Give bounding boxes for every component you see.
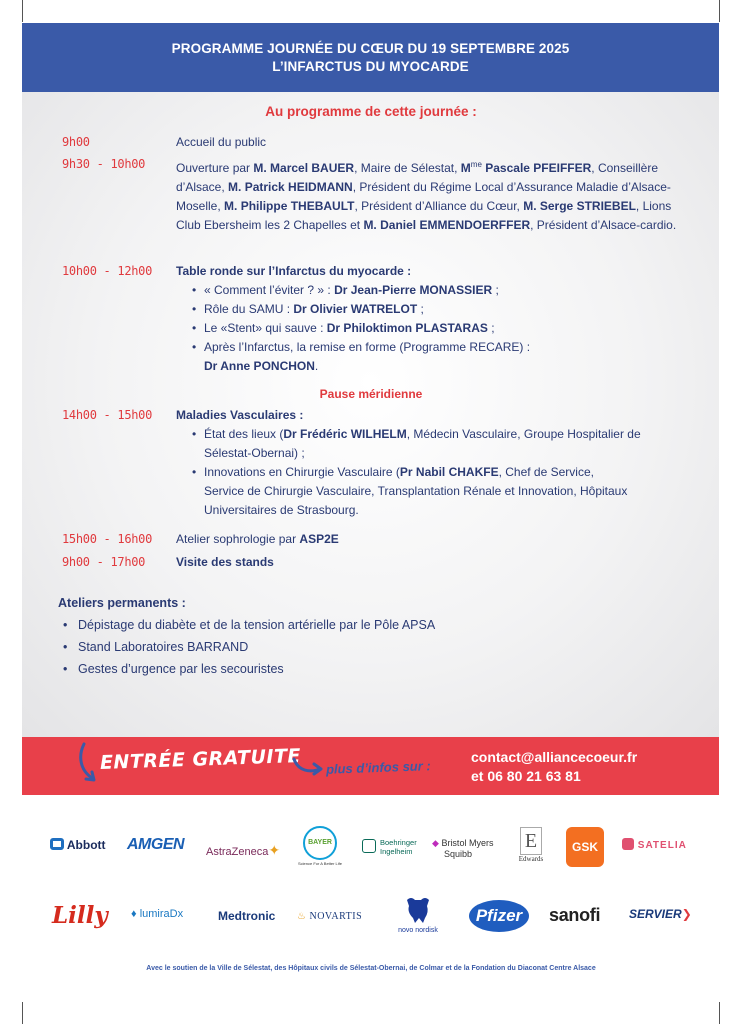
page-header [22,23,719,92]
logo-novonordisk: novo nordisk [393,896,443,934]
bayer-tagline: Science For A Better Life [297,861,343,866]
logo-medtronic: Medtronic [218,909,276,923]
schedule-desc [176,133,688,152]
plus-infos-label: plus d’infos sur : [325,758,431,777]
crop-mark [22,1002,23,1024]
schedule-desc [176,262,688,376]
contact-email[interactable]: contact@alliancecoeur.fr [471,749,638,765]
speaker-sup: me [470,160,482,169]
edwards-icon: E [520,827,542,855]
session-title: Maladies Vasculaires : [176,408,304,422]
servier-icon: ❯ [681,907,692,921]
list-item: • Le «Stent» qui sauve : Dr Philoktimon PLASTARAS ; [176,319,688,338]
novartis-icon: ♨ [297,911,307,922]
ateliers-title: Ateliers permanents : [58,596,186,610]
ateliers-section [58,594,698,680]
footer-credits: Avec le soutien de la Ville de Sélestat, des Hôpitaux civils de Sélestat-Obernai, de Colmar et de la Fondation du Diaconat Centre Alsace [146,965,596,972]
text: , Président d’Alsace-cardio. [530,218,677,232]
astrazeneca-icon: ✦ [268,842,281,858]
text: , Président du Régime Local d’Assurance Maladie d’Alsace-Moselle, [176,180,671,213]
schedule-time: 9h30 - 10h00 [62,157,146,171]
crop-mark [719,0,720,22]
abbott-icon [50,838,64,850]
logo-bayer [288,826,352,866]
speaker: Pascale PFEIFFER [481,161,592,175]
list-item: • État des lieux (Dr Frédéric WILHELM, Médecin Vasculaire, Groupe Hospitalier de Sélestat-Obernai) ; [176,425,688,463]
logo-abbott: Abbott [50,838,106,852]
speaker: M. Philippe THEBAULT [224,199,355,213]
pause-label: Pause méridienne [319,387,423,401]
entree-gratuite: ENTRÉE GRATUITE [99,744,302,774]
bayer-cross-icon: BAYER [303,826,337,860]
logo-sanofi: sanofi [549,905,601,925]
list-item: • Gestes d’urgence par les secouristes [58,658,698,680]
schedule-time: 14h00 - 15h00 [62,408,153,422]
list-item: • Dépistage du diabète et de la tension artérielle par le Pôle APSA [58,614,698,636]
header-title: PROGRAMME JOURNÉE DU CŒUR DU 19 SEPTEMBRE 2025 [171,41,570,56]
text: Ouverture par [176,161,254,175]
speaker: M. Marcel BAUER [253,161,355,175]
text: , Président d’Alliance du Cœur, [354,199,524,213]
logo-astrazeneca: AstraZeneca✦ [206,842,281,858]
arrow-right-icon [292,755,326,777]
lumiradx-icon: ♦ [131,908,137,920]
arrow-icon [76,742,102,786]
program-subtitle: Au programme de cette journée : [265,104,477,119]
session-title: Table ronde sur l’Infarctus du myocarde : [176,264,412,278]
satelia-icon [622,838,634,850]
crop-mark [719,1002,720,1024]
logo-lumiradx: ♦ lumiraDx [131,908,184,920]
list-item: • Stand Laboratoires BARRAND [58,636,698,658]
logo-boehringer: Boehringer Ingelheim [362,838,417,856]
list-item: • « Comment l’éviter ? » : Dr Jean-Pierre MONASSIER ; [176,281,688,300]
text: , Lions Club Ebersheim les 2 Chapelles et [176,199,672,232]
speaker: M. Patrick HEIDMANN [228,180,353,194]
logo-gsk: GSK [566,827,604,867]
schedule-time: 10h00 - 12h00 [62,264,153,278]
logo-pfizer: Pfizer [469,900,529,932]
list-item: • Rôle du SAMU : Dr Olivier WATRELOT ; [176,300,688,319]
schedule-desc: Atelier sophrologie par ASP2E [176,532,339,546]
text: , Maire de Sélestat, [354,161,461,175]
crop-mark [22,0,23,22]
logo-lilly: Lilly [52,902,108,929]
text: , Conseillère d’Alsace, [176,161,658,194]
schedule-time: 15h00 - 16h00 [62,532,153,546]
schedule-time: 9h00 - 17h00 [62,555,146,569]
header-subtitle: L’INFARCTUS DU MYOCARDE [272,59,469,74]
schedule-desc: Visite des stands [176,555,274,569]
speaker: M. Serge STRIEBEL [523,199,636,213]
logo-satelia: SATELIA [622,838,687,851]
logo-bms: ◆ Bristol Myers Squibb [432,838,494,859]
novo-bull-icon [403,896,433,924]
schedule-time: 9h00 [62,135,90,149]
list-item: • Innovations en Chirurgie Vasculaire (Pr Nabil CHAKFE, Chef de Service, Service de Chirurgie Vasculaire, Transplantation Rénale et Innovation, Hôpitaux Universitaires de Strasbourg. [176,463,688,520]
contact-phone[interactable]: et 06 80 21 63 81 [471,768,581,784]
list-item: • Après l’Infarctus, la remise en forme (Programme RECARE) : Dr Anne PONCHON. [176,338,688,376]
logo-amgen: AMGEN [127,836,185,853]
speaker: M [460,161,471,175]
schedule-desc [176,155,688,235]
logo-servier: SERVIER❯ [629,907,692,921]
schedule-text: Accueil du public [176,135,267,149]
logo-novartis: ♨ NOVARTIS [297,911,363,922]
speaker: M. Daniel EMMENDOERFFER [363,218,531,232]
boehringer-icon [362,839,376,853]
contact-info [471,748,637,786]
schedule-desc [176,406,688,520]
logo-edwards: E Edwards [514,827,548,863]
